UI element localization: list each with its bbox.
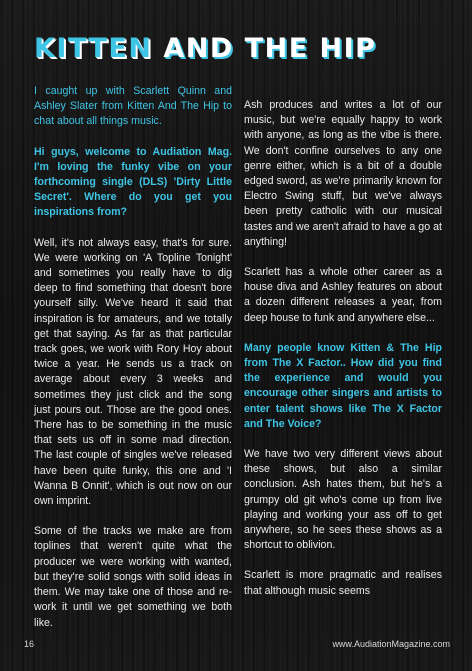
answer-paragraph-6: Scarlett is more pragmatic and realises that although music seems <box>244 569 442 597</box>
article-title <box>34 32 454 66</box>
answer-paragraph-2: Some of the tracks we make are from toplines that weren't quite what the producer we were working with wanted, but they're solid songs with solid ideas in them. We may take one of those and re-work it until we get something we both like. <box>34 525 232 629</box>
answer-paragraph-5: We have two very different views about these shows, but also a similar conclusion. Ash hates them, but he's a grumpy old git who's come up from live playing and working your ass off to get anywhere, so he sees these shows as a shortcut to oblivion. <box>244 448 442 552</box>
title-words-and-the-hip: AND THE HIP <box>163 33 377 64</box>
answer-paragraph-4: Scarlett has a whole other career as a house diva and Ashley features on about a dozen different releases a year, from deep house to funk and anywhere else... <box>244 266 442 324</box>
page-number: 16 <box>24 639 35 649</box>
answer-paragraph-3: Ash produces and writes a lot of our music, but we're equally happy to work with anyone, as long as the vibe is there. We don't confine ourselves to any one genre either, which is a bit of a double edged sword, as we're primarily known for Electro Swing stuff, but we've always been pretty catholic with our musical tastes and we aren't afraid to have a go at anything! <box>244 99 442 248</box>
left-column <box>34 84 232 646</box>
right-column <box>244 98 442 614</box>
title-word-kitten: KITTEN <box>34 33 153 64</box>
answer-paragraph-1: Well, it's not always easy, that's for sure. We were working on 'A Topline Tonight' and sometimes you really have to dig deep to find something that doesn't bore yourself silly. We've heard it said that inspiration is for amateurs, and we totally get that saying. As far as that particular track goes, we work with Rory Hoy about twice a year. He sends us a track on average about every 3 weeks and sometimes they just click and the song just pours out. Those are the good ones. There has to be something in the music that sets us off in some mad direction. The last couple of singles we've released have been quite funky, this one and 'I Wanna B Onnit', which is out now on our own imprint. <box>34 236 232 508</box>
footer-url-link[interactable]: www.AudiationMagazine.com <box>332 639 450 649</box>
interview-question-1: Hi guys, welcome to Audiation Mag. I'm loving the funky vibe on your forthcoming single (DLS) 'Dirty Little Secret'. Where do you get you inspirations from? <box>34 145 232 219</box>
interview-question-2: Many people know Kitten & The Hip from The X Factor.. How did you find the experience and would you encourage other singers and artists to enter talent shows like The X Factor and The Voice? <box>244 341 442 430</box>
intro-paragraph: I caught up with Scarlett Quinn and Ashley Slater from Kitten And The Hip to chat about all things music. <box>34 85 232 128</box>
